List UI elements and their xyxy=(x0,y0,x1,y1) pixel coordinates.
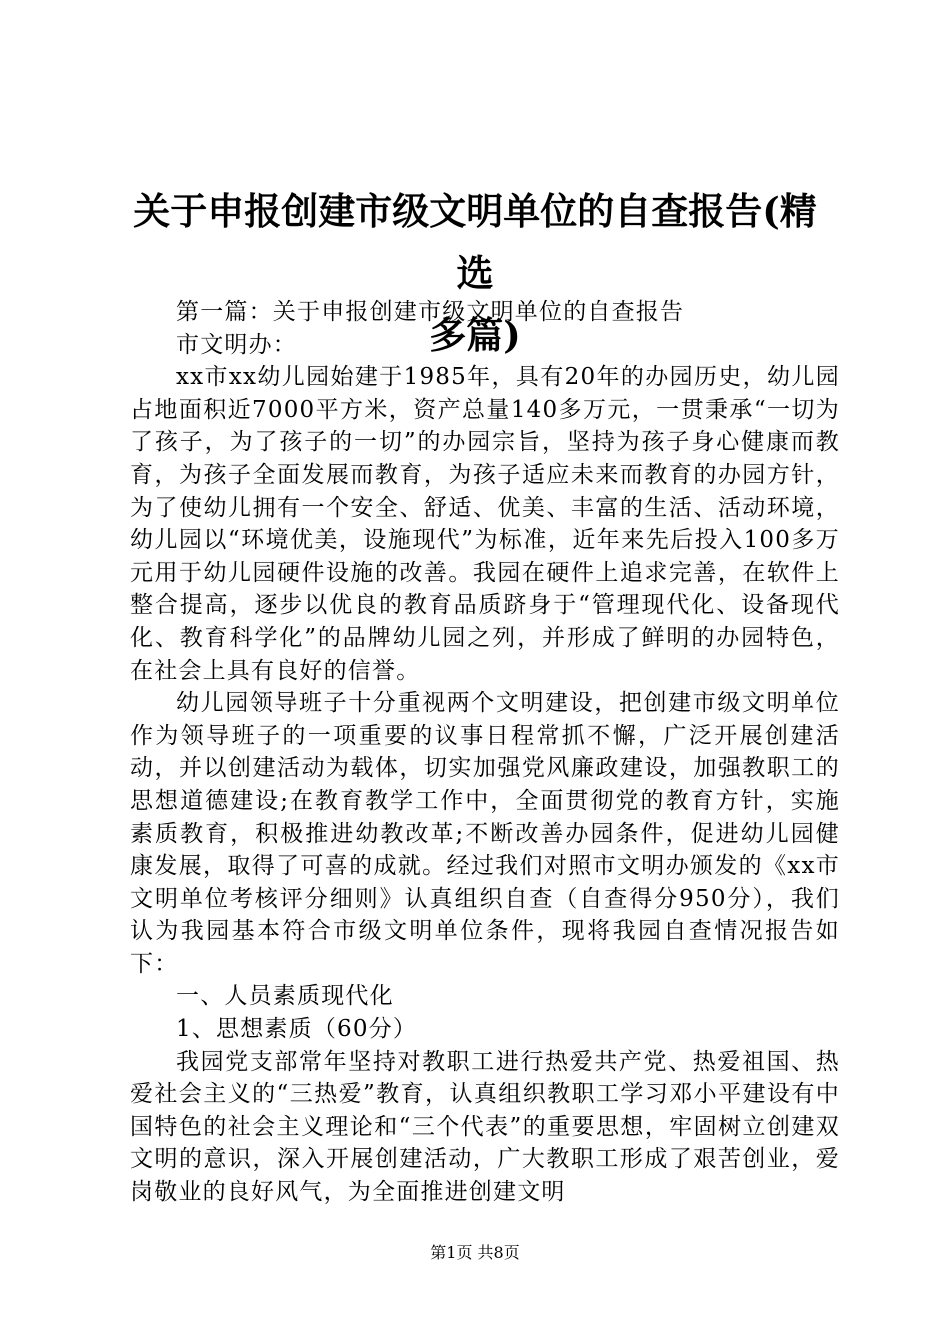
salutation: 市文明办： xyxy=(176,331,297,358)
paragraph: 我园党支部常年坚持对教职工进行热爱共产党、热爱祖国、热爱社会主义的“三热爱”教育，认真组织教职工学习邓小平建设有中国特色的社会主义理论和“三个代表”的重要思想，牢固树立创建双文明的意识，深入开展创建活动，广大教职工形成了艰苦创业，爱岗敬业的良好风气，为全面推进创建文明 xyxy=(130,1048,840,1206)
subsection-heading: 一、人员素质现代化 xyxy=(176,983,394,1010)
paragraph: 幼儿园领导班子十分重视两个文明建设，把创建市级文明单位作为领导班子的一项重要的议事日程常抓不懈，广泛开展创建活动，并以创建活动为载体，切实加强党风廉政建设，加强教职工的思想道德建设;在教育教学工作中，全面贯彻党的教育方针，实施素质教育，积极推进幼教改革;不断改善办园条件，促进幼儿园健康发展，取得了可喜的成就。经过我们对照市文明办颁发的《xx市文明单位考核评分细则》认真组织自查（自查得分950分），我们认为我园基本符合市级文明单位条件，现将我园自查情况报告如下： xyxy=(130,690,840,977)
paragraph: xx市xx幼儿园始建于1985年，具有20年的办园历史，幼儿园占地面积近7000平方米，资产总量140多万元，一贯秉承“一切为了孩子，为了孩子的一切”的办园宗旨，坚持为孩子身心健康而教育，为孩子全面发展而教育，为孩子适应未来而教育的办园方针，为了使幼儿拥有一个安全、舒适、优美、丰富的生活、活动环境，幼儿园以“环境优美，设施现代”为标准，近年来先后投入100多万元用于幼儿园硬件设施的改善。我园在硬件上追求完善，在软件上整合提高，逐步以优良的教育品质跻身于“管理现代化、设备现代化、教育科学化”的品牌幼儿园之列，并形成了鲜明的办园特色，在社会上具有良好的信誉。 xyxy=(130,364,840,684)
title-line-2: 多篇) xyxy=(429,313,521,357)
section-heading: 第一篇：关于申报创建市级文明单位的自查报告 xyxy=(176,299,685,325)
title-line-1: 关于申报创建市级文明单位的自查报告(精选 xyxy=(133,189,817,295)
subsection-heading: 1、思想素质（60分） xyxy=(176,1016,418,1043)
document-body xyxy=(130,296,840,1209)
page-footer: 第1页 共8页 xyxy=(430,1243,520,1262)
